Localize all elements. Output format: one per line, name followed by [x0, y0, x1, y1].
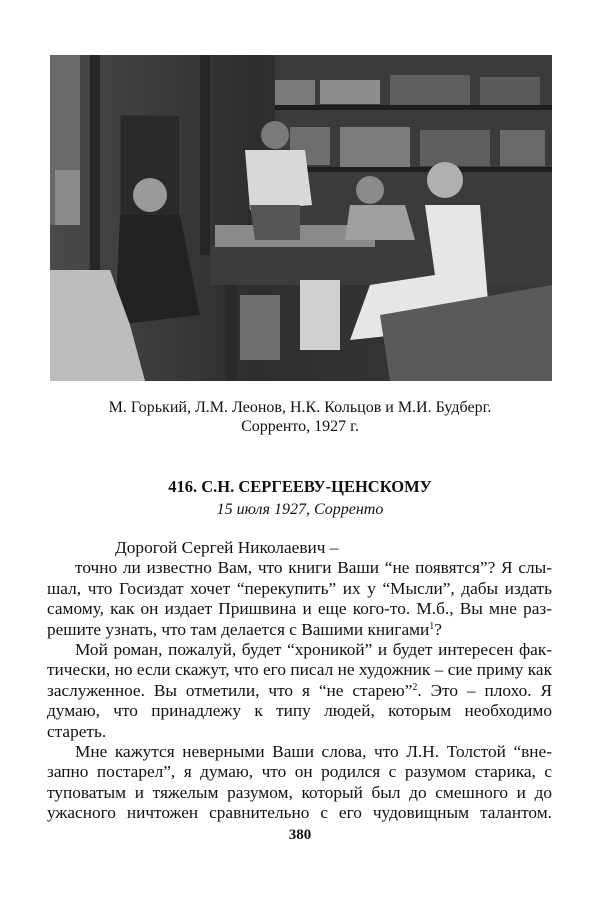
photograph-image [50, 55, 552, 381]
photo-caption [40, 398, 560, 436]
letter-body [47, 538, 552, 824]
page-number: 380 [288, 827, 312, 843]
paragraph-text: Мне кажутся неверными Ваши слова, что Л.Н. Толстой “внезапно постарел”, я думаю, что он родился с разумом старика, с туповатым и тяжелым разумом, который был до смешного и до ужасного ничтожен сравнительно с его чудовищным талантом. [47, 742, 552, 823]
footnote-marker-1[interactable]: 1 [429, 620, 435, 632]
paragraph-3 [47, 742, 552, 824]
caption-line-1: М. Горький, Л.М. Леонов, Н.К. Кольцов и М.И. Будберг. [108, 399, 492, 416]
paragraph-text: Мой роман, пожалуй, будет “хроникой” и будет интересен фактически, но если скажут, что его писал не художник – сие приму как заслуженное. Вы отметили, что я “не старею” [47, 640, 552, 700]
paragraph-tail: ? [434, 619, 442, 639]
letter-dateline: 15 июля 1927, Сорренто [216, 501, 384, 518]
paragraph-1 [47, 558, 552, 640]
photograph [50, 55, 552, 381]
paragraph-2 [47, 640, 552, 742]
paragraph-tail: . Это – плохо. Я думаю, что принадлежу к типу людей, которым необходимо стареть. [47, 680, 552, 741]
letter-heading: 416. С.Н. СЕРГЕЕВУ-ЦЕНСКОМУ [168, 477, 432, 496]
footnote-marker-2[interactable]: 2 [412, 681, 418, 693]
paragraph-text: точно ли известно Вам, что книги Ваши “не появятся”? Я слышал, что Госиздат хочет “перекупить” их у “Мысли”, дабы издать самому, как он издает Пришвина и еще кого-то. М.б., Вы мне разрешите узнать, что там делается с Вашими книгами [47, 558, 552, 639]
letter-greeting: Дорогой Сергей Николаевич – [115, 538, 339, 557]
caption-line-2: Сорренто, 1927 г. [241, 418, 359, 435]
